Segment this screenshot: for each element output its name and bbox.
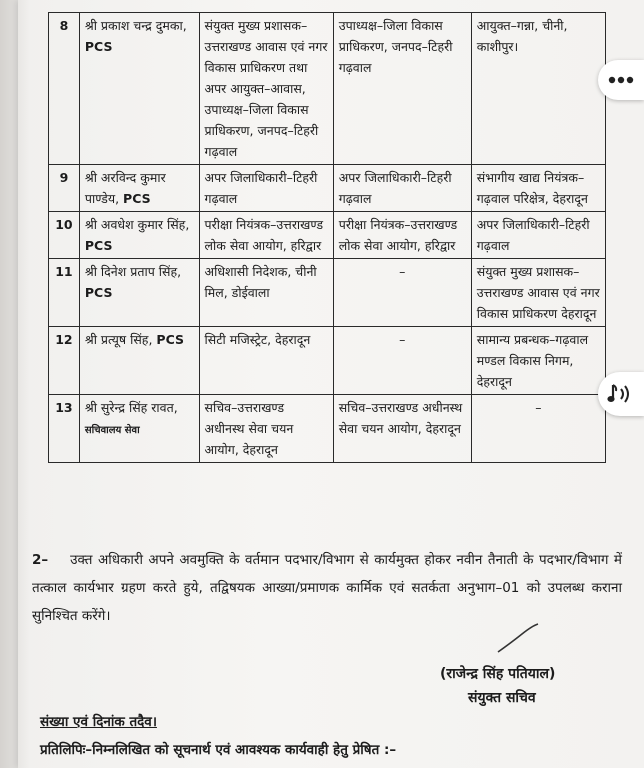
officer-service: PCS	[84, 285, 113, 300]
new-post-cell	[471, 327, 605, 395]
current-post: अपर जिलाधिकारी–टिहरी गढ़वाल	[204, 170, 318, 206]
row-number: 8	[49, 13, 80, 165]
current-post: संयुक्त मुख्य प्रशासक–उत्तराखण्ड आवास एवं नगर विकास प्राधिकरण तथा अपर आयुक्त–आवास, उपाध्यक्ष–जिला विकास प्राधिकरण, जनपद–टिहरी गढ़वाल	[204, 18, 328, 159]
signature-scribble	[494, 622, 542, 656]
new-post-cell	[471, 165, 605, 212]
officer-name: श्री दिनेश प्रताप सिंह,	[84, 264, 182, 279]
officer-name: श्री अवधेश कुमार सिंह,	[84, 217, 190, 232]
copy-to-line: प्रतिलिपिः–निम्नलिखित को सूचनार्थ एवं आवश्यक कार्यवाही हेतु प्रेषित :–	[40, 742, 397, 758]
new-post: संयुक्त मुख्य प्रशासक–उत्तराखण्ड आवास एवं नगर विकास प्राधिकरण देहरादून	[476, 264, 600, 321]
officer-cell	[79, 165, 199, 212]
new-post: आयुक्त–गन्ना, चीनी, काशीपुर।	[476, 18, 568, 54]
officer-service: PCS	[156, 332, 184, 347]
paragraph-text: उक्त अधिकारी अपने अवमुक्ति के वर्तमान पदभार/विभाग से कार्यमुक्त होकर नवीन तैनाती के पदभार/विभाग में तत्काल कार्यभार ग्रहण करते हुये, तद्विषयक आख्या/प्रमाणक कार्मिक एवं सतर्कता अनुभाग–01 को उपलब्ध कराना सुनिश्चित करेंगे।	[32, 552, 622, 624]
new-post: –	[535, 400, 542, 415]
current-post: सिटी मजिस्ट्रेट, देहरादून	[204, 332, 311, 347]
additional-post-cell	[333, 165, 471, 212]
additional-post-cell	[333, 327, 471, 395]
officer-service: सचिवालय सेवा	[84, 425, 140, 436]
new-post: सामान्य प्रबन्धक–गढ़वाल मण्डल विकास निगम, देहरादून	[476, 332, 589, 389]
new-post-cell	[471, 259, 605, 327]
officer-cell	[79, 395, 199, 463]
additional-post: –	[399, 264, 406, 279]
reference-line: संख्या एवं दिनांक तदैव।	[40, 714, 157, 730]
additional-post: अपर जिलाधिकारी–टिहरी गढ़वाल	[338, 170, 452, 206]
officer-cell	[79, 327, 199, 395]
new-post: अपर जिलाधिकारी–टिहरी गढ़वाल	[476, 217, 590, 253]
additional-post-cell	[333, 212, 471, 259]
page-edge-shadow	[0, 0, 30, 768]
officer-name: श्री अरविन्द कुमार पाण्डेय,	[84, 170, 166, 206]
current-post: अधिशासी निदेशक, चीनी मिल, डोईवाला	[204, 264, 317, 300]
current-post: सचिव–उत्तराखण्ड अधीनस्थ सेवा चयन आयोग, देहरादून	[204, 400, 294, 457]
current-post-cell	[199, 395, 333, 463]
audio-button[interactable]	[598, 372, 644, 416]
row-number: 11	[49, 259, 80, 327]
officer-cell	[79, 259, 199, 327]
new-post: संभागीय खाद्य नियंत्रक–गढ़वाल परिक्षेत्र, देहरादून	[476, 170, 588, 206]
new-post-cell	[471, 13, 605, 165]
additional-post: –	[399, 332, 406, 347]
officer-cell	[79, 212, 199, 259]
additional-post-cell	[333, 13, 471, 165]
additional-post-cell	[333, 395, 471, 463]
officer-name: श्री सुरेन्द्र सिंह रावत,	[84, 400, 178, 415]
officer-service: PCS	[123, 191, 151, 206]
more-options-icon	[608, 76, 634, 84]
row-number: 10	[49, 212, 80, 259]
officer-name: श्री प्रत्यूष सिंह,	[84, 332, 153, 347]
current-post-cell	[199, 327, 333, 395]
current-post-cell	[199, 165, 333, 212]
instruction-paragraph	[32, 546, 622, 630]
additional-post: उपाध्यक्ष–जिला विकास प्राधिकरण, जनपद–टिहरी गढ़वाल	[338, 18, 453, 75]
new-post-cell	[471, 212, 605, 259]
officer-name: श्री प्रकाश चन्द्र दुमका,	[84, 18, 187, 33]
overflow-menu-button[interactable]	[598, 60, 644, 100]
officer-cell	[79, 13, 199, 165]
current-post-cell	[199, 13, 333, 165]
additional-post: सचिव–उत्तराखण्ड अधीनस्थ सेवा चयन आयोग, देहरादून	[338, 400, 463, 436]
table-row	[49, 327, 606, 395]
signatory-designation: संयुक्त सचिव	[468, 690, 536, 706]
officer-service: PCS	[84, 39, 113, 54]
officer-service: PCS	[84, 238, 113, 253]
row-number: 13	[49, 395, 80, 463]
table-row	[49, 212, 606, 259]
current-post: परीक्षा नियंत्रक–उत्तराखण्ड लोक सेवा आयोग, हरिद्वार	[204, 217, 324, 253]
new-post-cell	[471, 395, 605, 463]
additional-post: परीक्षा नियंत्रक–उत्तराखण्ड लोक सेवा आयोग, हरिद्वार	[338, 217, 458, 253]
table-row	[49, 395, 606, 463]
table-row	[49, 13, 606, 165]
audio-playback-icon	[607, 381, 635, 407]
row-number: 12	[49, 327, 80, 395]
table-row	[49, 259, 606, 327]
current-post-cell	[199, 212, 333, 259]
current-post-cell	[199, 259, 333, 327]
additional-post-cell	[333, 259, 471, 327]
table-row	[49, 165, 606, 212]
row-number: 9	[49, 165, 80, 212]
paragraph-number: 2–	[32, 552, 49, 568]
transfer-table	[48, 12, 606, 463]
signatory-name: (राजेन्द्र सिंह पतियाल)	[440, 666, 556, 682]
